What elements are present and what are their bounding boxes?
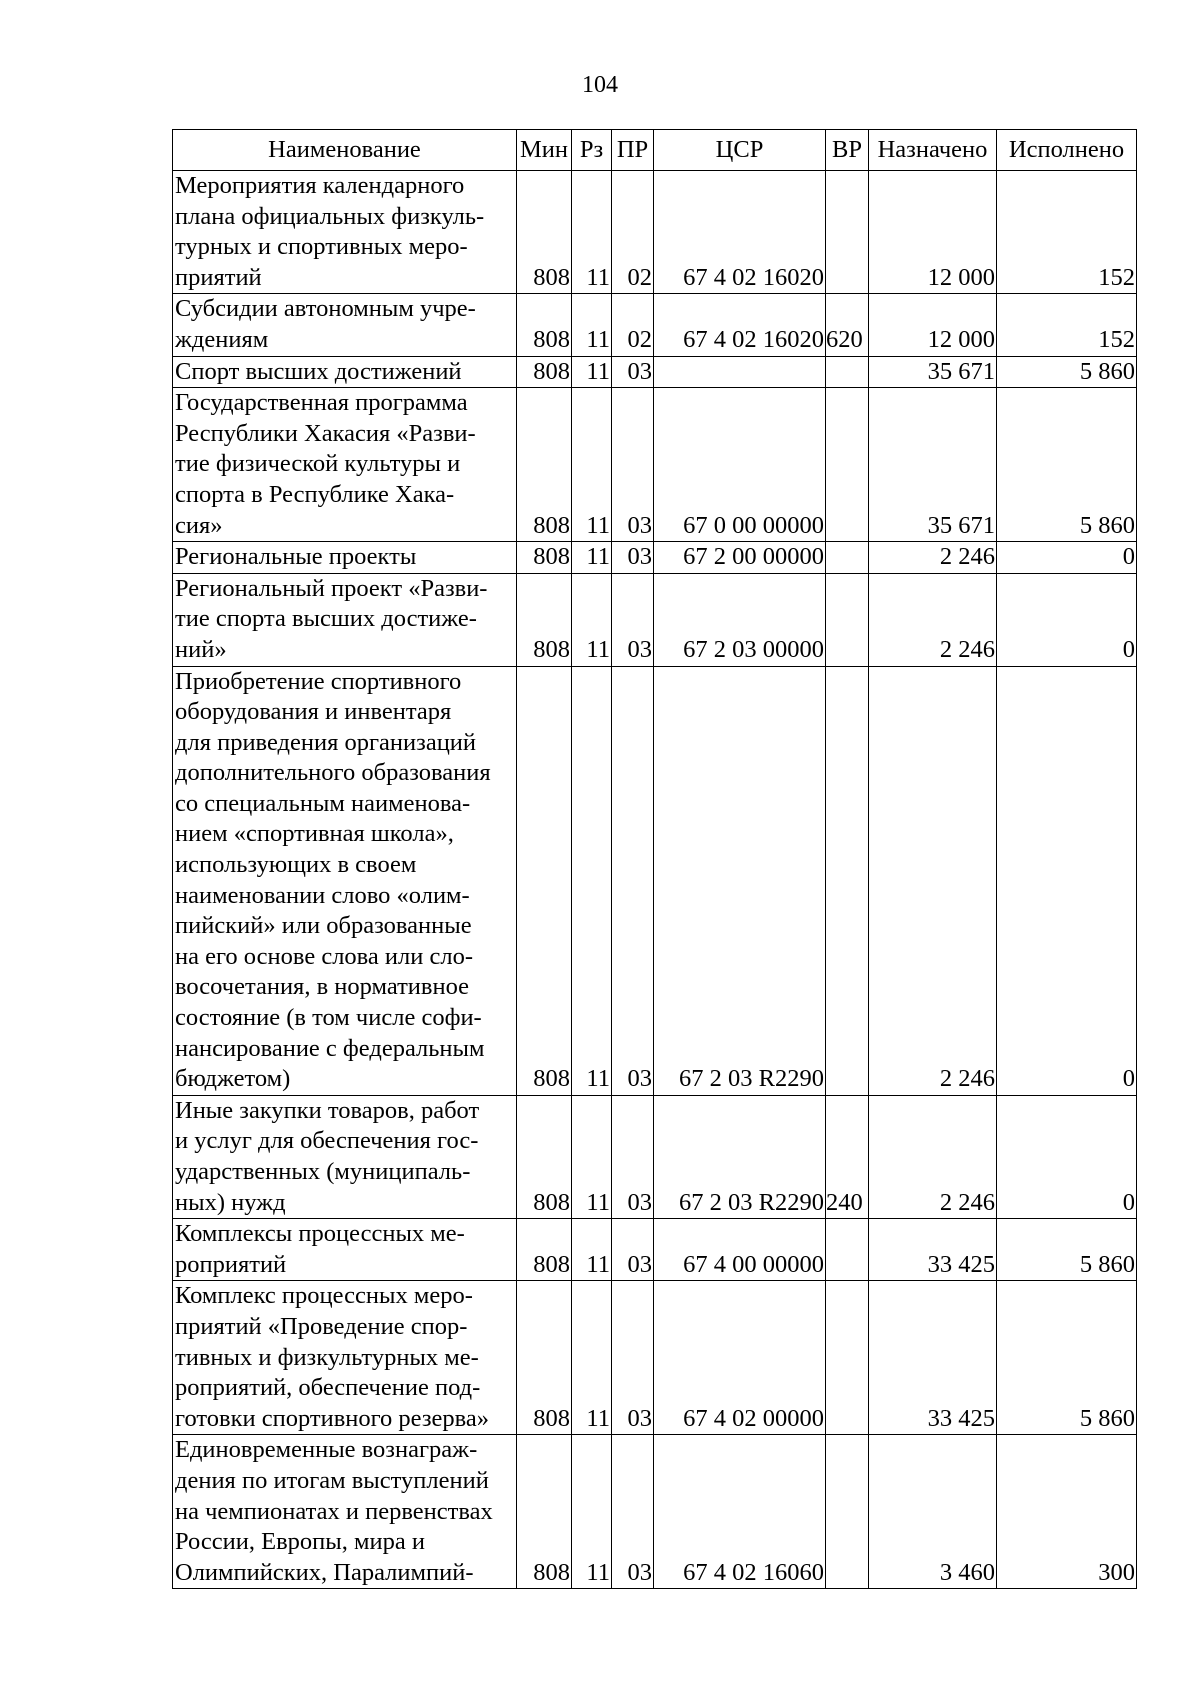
row-assigned: 2 246 [869,666,997,1095]
row-assigned: 3 460 [869,1435,997,1589]
row-min: 808 [517,1435,572,1589]
row-name: Комплекс процессных меро- приятий «Проведение спор- тивных и физкультурных ме- роприятий, обеспечение под- готовки спортивного резерва» [173,1281,517,1435]
row-rz: 11 [572,294,612,356]
row-name: Мероприятия календарного плана официальных физкуль- турных и спортивных меро- приятий [173,171,517,294]
row-name: Государственная программа Республики Хакасия «Разви- тие физической культуры и спорта в Республике Хака- сия» [173,388,517,542]
row-name: Субсидии автономным учре- ждениям [173,294,517,356]
row-pr: 02 [612,294,654,356]
row-executed: 0 [997,666,1137,1095]
row-vr: 240 [826,1095,869,1218]
row-assigned: 33 425 [869,1281,997,1435]
row-csr: 67 4 02 16020 [654,294,826,356]
header-executed: Исполнено [997,130,1137,171]
row-rz: 11 [572,1281,612,1435]
row-csr: 67 2 03 00000 [654,573,826,666]
row-assigned: 33 425 [869,1219,997,1281]
row-executed: 5 860 [997,1281,1137,1435]
table-row [173,666,1137,1095]
row-vr [826,1219,869,1281]
row-pr: 03 [612,388,654,542]
row-assigned: 12 000 [869,294,997,356]
row-executed: 300 [997,1435,1137,1589]
row-executed: 0 [997,542,1137,574]
row-name: Иные закупки товаров, работ и услуг для обеспечения гос- ударственных (муниципаль- ных) нужд [173,1095,517,1218]
table-header-row [173,130,1137,171]
row-pr: 03 [612,356,654,388]
header-vr: ВР [826,130,869,171]
table-row [173,171,1137,294]
page-number: 104 [582,72,618,98]
row-rz: 11 [572,356,612,388]
header-assigned: Назначено [869,130,997,171]
row-rz: 11 [572,542,612,574]
row-assigned: 2 246 [869,573,997,666]
row-csr: 67 4 02 16060 [654,1435,826,1589]
row-vr [826,1435,869,1589]
table-row [173,294,1137,356]
row-min: 808 [517,542,572,574]
row-rz: 11 [572,573,612,666]
row-csr [654,356,826,388]
header-csr: ЦСР [654,130,826,171]
row-min: 808 [517,1219,572,1281]
row-rz: 11 [572,1435,612,1589]
row-csr: 67 4 02 00000 [654,1281,826,1435]
table-row [173,388,1137,542]
row-assigned: 35 671 [869,388,997,542]
row-vr [826,356,869,388]
row-executed: 152 [997,294,1137,356]
row-assigned: 2 246 [869,1095,997,1218]
row-vr [826,388,869,542]
row-pr: 03 [612,573,654,666]
row-rz: 11 [572,1219,612,1281]
row-min: 808 [517,356,572,388]
row-pr: 03 [612,1095,654,1218]
table-row [173,573,1137,666]
row-min: 808 [517,573,572,666]
row-name: Региональный проект «Разви- тие спорта высших достиже- ний» [173,573,517,666]
header-rz: Рз [572,130,612,171]
row-executed: 5 860 [997,356,1137,388]
row-csr: 67 4 00 00000 [654,1219,826,1281]
row-rz: 11 [572,171,612,294]
row-vr [826,573,869,666]
table-row [173,542,1137,574]
row-min: 808 [517,666,572,1095]
row-vr [826,171,869,294]
row-csr: 67 2 03 R2290 [654,1095,826,1218]
row-name: Спорт высших достижений [173,356,517,388]
table-row [173,1219,1137,1281]
row-rz: 11 [572,666,612,1095]
row-min: 808 [517,1281,572,1435]
row-executed: 5 860 [997,1219,1137,1281]
row-assigned: 12 000 [869,171,997,294]
row-min: 808 [517,1095,572,1218]
row-csr: 67 2 00 00000 [654,542,826,574]
row-rz: 11 [572,388,612,542]
header-name: Наименование [173,130,517,171]
row-pr: 02 [612,171,654,294]
row-executed: 0 [997,573,1137,666]
header-min: Мин [517,130,572,171]
row-csr: 67 0 00 00000 [654,388,826,542]
budget-table [172,129,1137,1589]
row-assigned: 2 246 [869,542,997,574]
row-pr: 03 [612,1219,654,1281]
row-vr: 620 [826,294,869,356]
row-vr [826,1281,869,1435]
row-pr: 03 [612,1281,654,1435]
row-assigned: 35 671 [869,356,997,388]
row-name: Комплексы процессных ме- роприятий [173,1219,517,1281]
row-name: Приобретение спортивного оборудования и инвентаря для приведения организаций дополнительного образования со специальным наименова- нием «спортивная школа», использующих в своем наименовании слово «олим- пийский» или образованные на его основе слова или сло- восочетания, в нормативное состояние (в том числе софи- нансирование с федеральным бюджетом) [173,666,517,1095]
table-row [173,1281,1137,1435]
row-executed: 5 860 [997,388,1137,542]
row-executed: 0 [997,1095,1137,1218]
row-vr [826,666,869,1095]
row-name: Единовременные вознаграж- дения по итогам выступлений на чемпионатах и первенствах России, Европы, мира и Олимпийских, Паралимпий- [173,1435,517,1589]
row-vr [826,542,869,574]
row-min: 808 [517,171,572,294]
header-pr: ПР [612,130,654,171]
row-csr: 67 4 02 16020 [654,171,826,294]
row-rz: 11 [572,1095,612,1218]
row-pr: 03 [612,666,654,1095]
table-row [173,1095,1137,1218]
table-row [173,356,1137,388]
row-executed: 152 [997,171,1137,294]
row-name: Региональные проекты [173,542,517,574]
table-row [173,1435,1137,1589]
row-pr: 03 [612,542,654,574]
row-min: 808 [517,294,572,356]
row-csr: 67 2 03 R2290 [654,666,826,1095]
row-pr: 03 [612,1435,654,1589]
row-min: 808 [517,388,572,542]
